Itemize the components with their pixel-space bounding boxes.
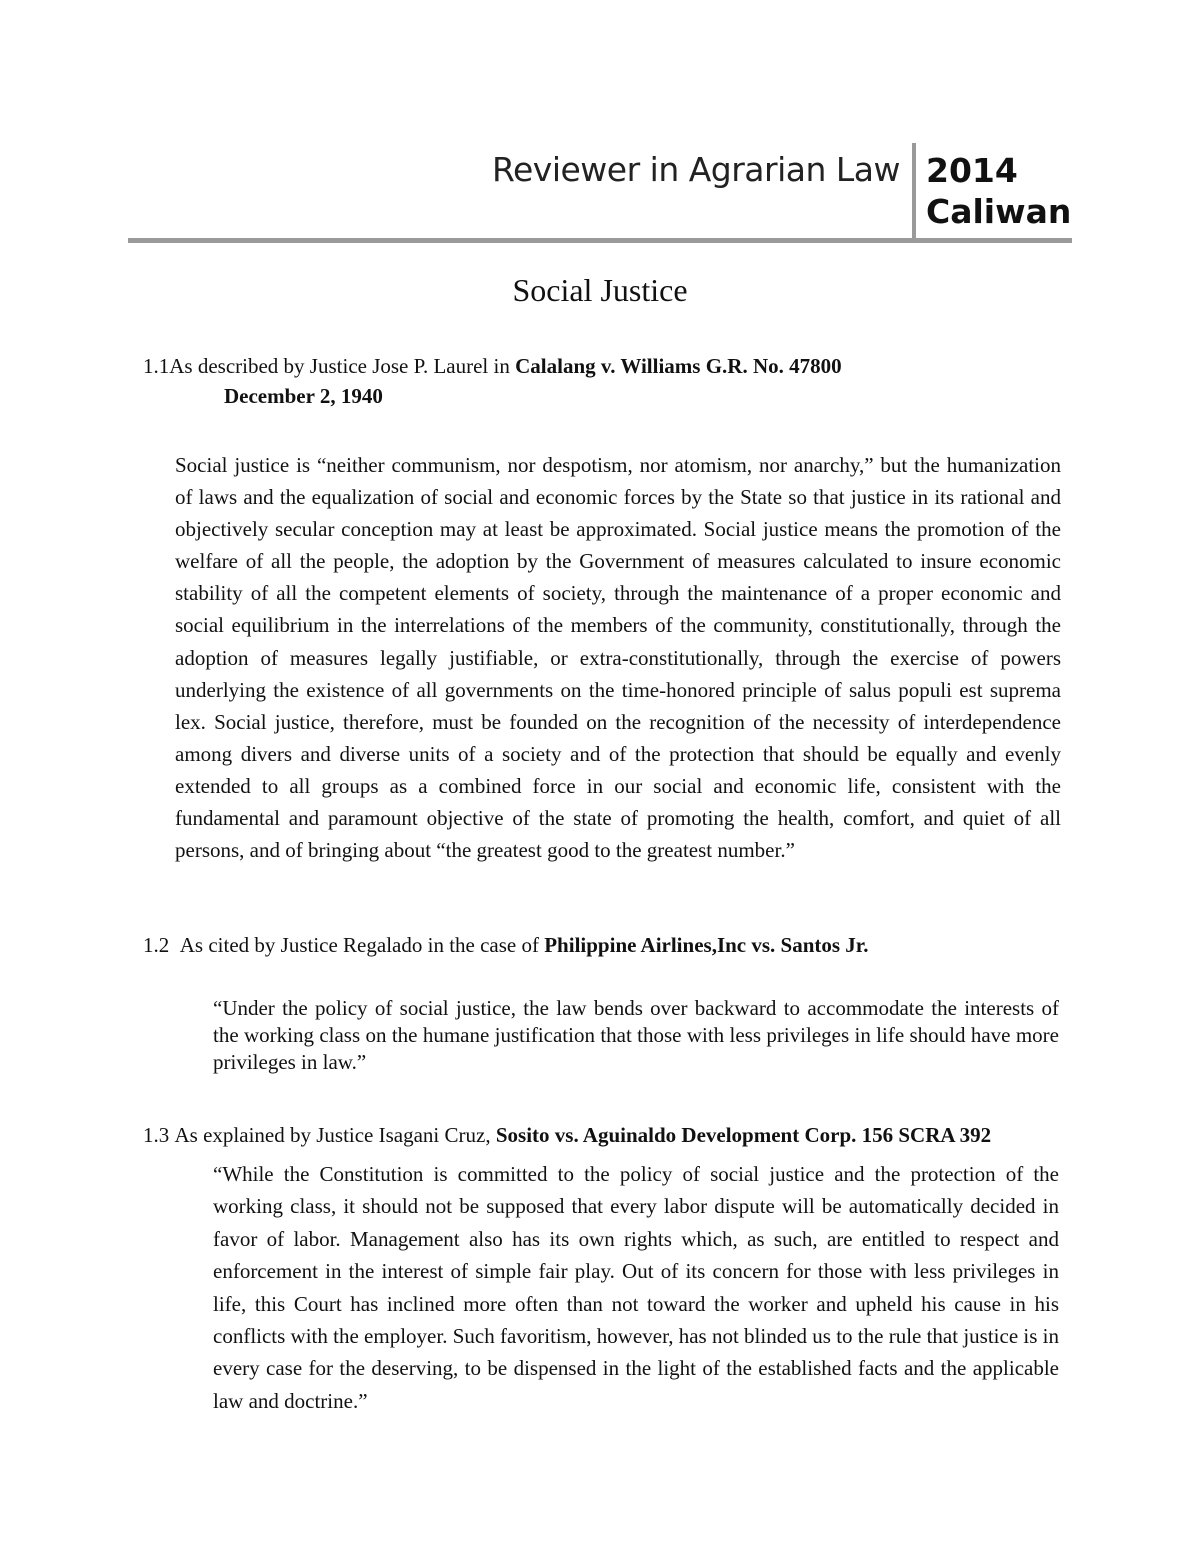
section-heading-1-2 [143,930,868,960]
case-citation: Philippine Airlines,Inc vs. Santos Jr. [544,933,869,957]
page-heading: Social Justice [512,272,688,308]
section-intro: As described by Justice Jose P. Laurel in [169,354,516,378]
header-year: 2014 [926,151,1018,190]
section-heading-1-1 [143,351,842,411]
quote-paragraph-1-2: “Under the policy of social justice, the law bends over backward to accommodate the interests of the working class on the humane justification that those with less privileges in life should have more privileges in law.” [213,996,1059,1074]
section-number: 1.1 [143,354,170,378]
section-number: 1.3 [143,1123,170,1147]
header-author: Caliwan [926,192,1072,231]
section-number: 1.2 [143,933,170,957]
section-heading-1-3 [143,1120,991,1150]
quote-paragraph-1-3: “While the Constitution is committed to the policy of social justice and the protection of the working class, it should not be supposed that every labor dispute will be automatically decided in favor of labor. Management also has its own rights which, as such, are entitled to respect and enforcement in the interest of simple fair play. Out of its concern for those with less privileges in life, this Court has inclined more often than not toward the worker and upheld his cause in his conflicts with the employer. Such favoritism, however, has not blinded us to the rule that justice is in every case for the deserving, to be dispensed in the light of the established facts and the applicable law and doctrine.” [213,1162,1059,1413]
section-intro: As explained by Justice Isagani Cruz, [174,1123,496,1147]
header-year-author [926,150,1071,232]
header-divider [912,143,916,241]
case-citation: Calalang v. Williams G.R. No. 47800 [515,354,842,378]
case-citation: Sosito vs. Aguinaldo Development Corp. 156 SCRA 392 [495,1123,992,1147]
quote-paragraph-1-1: Social justice is “neither communism, nor despotism, nor atomism, nor anarchy,” but the humanization of laws and the equalization of social and economic forces by the State so that justice in its rational and objectively secular conception may at least be approximated. Social justice means the promotion of the welfare of all the people, the adoption by the Government of measures calculated to insure economic stability of all the competent elements of society, through the maintenance of a proper economic and social equilibrium in the interrelations of the members of the community, constitutionally, through the adoption of measures legally justifiable, or extra-constitutionally, through the exercise of powers underlying the existence of all governments on the time-honored principle of salus populi est suprema lex. Social justice, therefore, must be founded on the recognition of the necessity of interdependence among divers and diverse units of a society and of the protection that should be equally and evenly extended to all groups as a combined force in our social and economic life, consistent with the fundamental and paramount objective of the state of promoting the health, comfort, and quiet of all persons, and of bringing about “the greatest good to the greatest number.” [175,453,1061,863]
section-intro: As cited by Justice Regalado in the case of [179,933,545,957]
header-rule [128,238,1072,243]
case-date: December 2, 1940 [224,384,383,408]
document-title: Reviewer in Agrarian Law [492,150,900,189]
